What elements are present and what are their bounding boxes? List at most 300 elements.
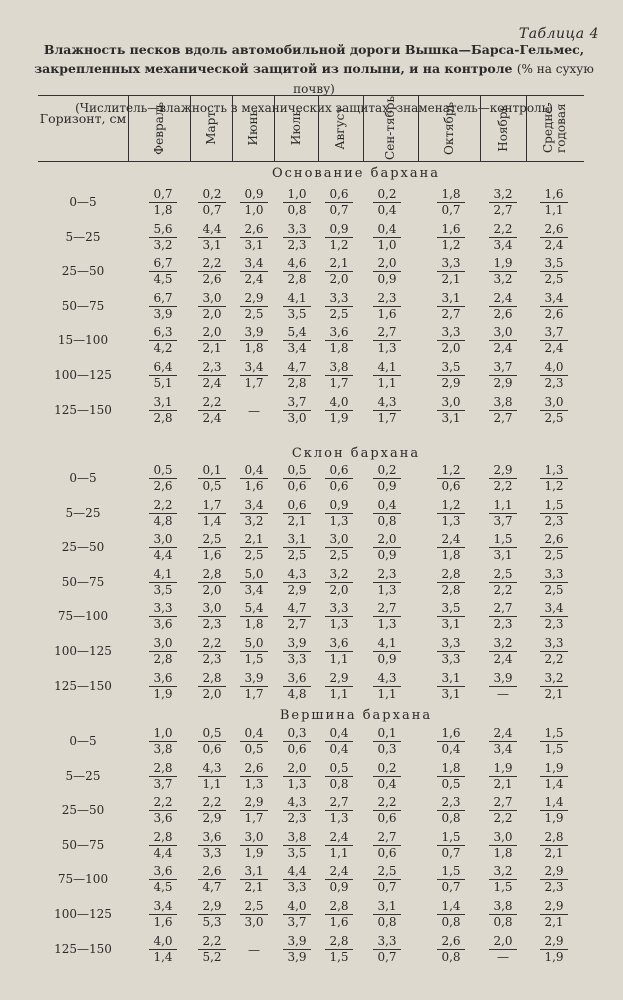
numerator-protected: 2,2 <box>198 257 226 272</box>
row-horizon-label: 100—125 <box>54 907 112 921</box>
fraction-cell-oct <box>437 326 465 355</box>
column-header-label: Сен-тябрь <box>383 96 397 160</box>
numerator-protected: 2,8 <box>198 672 226 687</box>
numerator-protected: 3,3 <box>325 292 353 307</box>
denominator-control: 0,4 <box>377 776 397 791</box>
fraction-cell-jul <box>283 464 311 493</box>
numerator-protected: 2,8 <box>325 935 353 950</box>
fraction-cell-sep <box>373 361 401 390</box>
fraction-cell-sep <box>373 568 401 597</box>
numerator-protected: 4,6 <box>283 257 311 272</box>
numerator-protected: 2,9 <box>540 900 568 915</box>
numerator-protected: 0,1 <box>373 727 401 742</box>
denominator-control: 3,9 <box>287 949 307 964</box>
denominator-control: 0,8 <box>493 915 513 929</box>
numerator-protected: 2,8 <box>437 568 465 583</box>
fraction-cell-feb <box>149 900 177 929</box>
numerator-protected: 2,0 <box>198 326 226 341</box>
caption-line-2 <box>30 59 598 99</box>
denominator-control: 2,2 <box>493 479 513 493</box>
numerator-protected: 3,0 <box>198 602 226 617</box>
numerator-protected: 3,2 <box>489 188 517 203</box>
numerator-protected: 2,9 <box>325 672 353 687</box>
denominator-control: 0,3 <box>377 742 397 756</box>
denominator-control: 0,6 <box>329 479 349 493</box>
fraction-cell-feb <box>149 637 177 666</box>
denominator-control: 1,8 <box>329 341 349 356</box>
fraction-cell-aug <box>325 727 353 756</box>
numerator-protected: 2,2 <box>198 796 226 811</box>
numerator-protected: 3,2 <box>489 637 517 652</box>
numerator-protected: 3,8 <box>283 831 311 846</box>
denominator-control: 1,7 <box>377 410 397 425</box>
denominator-control: 2,2 <box>544 652 564 666</box>
fraction-cell-oct <box>437 900 465 929</box>
numerator-protected: 0,2 <box>373 762 401 777</box>
fraction-cell-aug <box>325 188 353 217</box>
numerator-protected: 4,3 <box>373 396 401 411</box>
fraction-cell-jun <box>240 727 268 756</box>
denominator-control: 2,1 <box>493 776 513 791</box>
fraction-cell-avg <box>540 292 568 321</box>
denominator-control: 3,1 <box>441 686 461 701</box>
denominator-control: 1,2 <box>329 237 349 252</box>
numerator-protected: 0,7 <box>149 188 177 203</box>
fraction-cell-mar <box>198 464 226 493</box>
denominator-control: 2,7 <box>287 617 307 632</box>
numerator-protected: 1,4 <box>540 796 568 811</box>
fraction-cell-aug <box>325 326 353 355</box>
denominator-control: 4,2 <box>153 341 173 356</box>
fraction-cell-nov <box>489 223 517 252</box>
section-title: Вершина бархана <box>279 708 433 723</box>
row-horizon-label: 25—50 <box>61 264 105 279</box>
denominator-control: 3,3 <box>287 880 307 895</box>
numerator-protected: 3,1 <box>240 865 268 880</box>
numerator-protected: 1,5 <box>489 533 517 548</box>
denominator-control: 0,6 <box>377 811 397 826</box>
fraction-cell-aug <box>325 672 353 701</box>
denominator-control: 0,9 <box>377 272 397 287</box>
fraction-cell-nov <box>489 464 517 493</box>
numerator-protected: 1,6 <box>437 727 465 742</box>
numerator-protected: 3,5 <box>437 361 465 376</box>
fraction-cell-jul <box>283 672 311 701</box>
column-header-jun <box>232 95 274 161</box>
fraction-cell-jul <box>283 727 311 756</box>
numerator-protected: 2,1 <box>325 257 353 272</box>
numerator-protected: 3,0 <box>540 396 568 411</box>
fraction-cell-jul <box>283 396 311 425</box>
fraction-cell-feb <box>149 568 177 597</box>
numerator-protected: 0,9 <box>240 188 268 203</box>
denominator-control: 2,8 <box>287 272 307 287</box>
numerator-protected: 3,0 <box>489 831 517 846</box>
column-header-label: Июнь <box>245 110 260 146</box>
numerator-protected: 0,4 <box>373 223 401 238</box>
fraction-cell-jun <box>240 831 268 860</box>
denominator-control: 2,1 <box>441 272 461 287</box>
numerator-protected: 0,6 <box>283 499 311 514</box>
fraction-cell-jul <box>283 223 311 252</box>
fraction-cell-mar <box>198 499 226 528</box>
numerator-protected: 5,0 <box>240 568 268 583</box>
denominator-control: 2,5 <box>544 410 564 425</box>
denominator-control: 1,1 <box>329 845 349 860</box>
denominator-control: 2,5 <box>329 548 349 563</box>
fraction-cell-avg <box>540 900 568 929</box>
numerator-protected: 2,4 <box>489 727 517 742</box>
fraction-cell-avg <box>540 188 568 217</box>
fraction-cell-avg <box>540 831 568 860</box>
denominator-control: 1,5 <box>244 652 264 666</box>
numerator-protected: 3,6 <box>283 672 311 687</box>
numerator-protected: 3,1 <box>437 672 465 687</box>
header-bottom-rule <box>38 161 584 162</box>
numerator-protected: 2,6 <box>240 762 268 777</box>
denominator-control: 2,0 <box>202 306 222 321</box>
denominator-control: 3,5 <box>287 306 307 321</box>
denominator-control: 3,2 <box>244 513 264 528</box>
denominator-control: 1,3 <box>329 513 349 528</box>
table-number: Таблица 4 <box>518 26 599 42</box>
fraction-cell-jun <box>240 326 268 355</box>
fraction-cell-nov <box>489 900 517 929</box>
fraction-cell-aug <box>325 796 353 825</box>
fraction-cell-jun <box>240 637 268 666</box>
denominator-control: 1,3 <box>329 617 349 632</box>
numerator-protected: 2,2 <box>489 223 517 238</box>
row-horizon-label: 125—150 <box>54 402 112 417</box>
caption-line-1: Влажность песков вдоль автомобильной дороги Вышка—Барса-Гельмес, <box>43 42 585 57</box>
numerator-protected: 4,3 <box>283 568 311 583</box>
denominator-control: 2,1 <box>544 686 564 701</box>
denominator-control: 1,3 <box>377 617 397 632</box>
denominator-control: 4,5 <box>153 272 173 287</box>
fraction-cell-mar <box>198 326 226 355</box>
fraction-cell-mar <box>198 568 226 597</box>
denominator-control: 0,7 <box>377 880 397 895</box>
fraction-cell-avg <box>540 361 568 390</box>
numerator-protected: 3,6 <box>325 637 353 652</box>
denominator-control: 1,8 <box>153 203 173 217</box>
fraction-cell-nov <box>489 326 517 355</box>
denominator-control: 0,9 <box>329 880 349 895</box>
fraction-cell-aug <box>325 865 353 894</box>
numerator-protected: 0,4 <box>240 727 268 742</box>
denominator-control: 2,1 <box>244 880 264 895</box>
denominator-control: 2,5 <box>544 272 564 287</box>
denominator-control: 3,1 <box>202 237 222 252</box>
denominator-control: 2,1 <box>202 341 222 356</box>
row-horizon-label: 50—75 <box>61 837 105 852</box>
row-horizon-label: 0—5 <box>69 471 97 485</box>
denominator-control: 1,6 <box>244 479 264 493</box>
fraction-cell-nov <box>489 568 517 597</box>
row-horizon-label: 50—75 <box>61 574 105 589</box>
denominator-control: 1,4 <box>153 949 173 964</box>
denominator-control: 0,8 <box>329 776 349 791</box>
denominator-control: 2,4 <box>493 652 513 666</box>
fraction-cell-mar <box>198 762 226 791</box>
numerator-protected: 3,3 <box>437 257 465 272</box>
denominator-control: 2,3 <box>493 617 513 632</box>
fraction-cell-oct <box>437 396 465 425</box>
numerator-protected: 2,7 <box>325 796 353 811</box>
numerator-protected: 1,8 <box>437 762 465 777</box>
fraction-cell-oct <box>437 796 465 825</box>
numerator-protected: 4,3 <box>198 762 226 777</box>
denominator-control: 2,0 <box>329 272 349 287</box>
denominator-control: 2,0 <box>202 686 222 701</box>
fraction-cell-feb <box>149 223 177 252</box>
denominator-control: 2,1 <box>544 915 564 929</box>
fraction-cell-avg <box>540 257 568 286</box>
numerator-protected: 4,3 <box>283 796 311 811</box>
fraction-cell-nov <box>489 499 517 528</box>
column-header-label: Июль <box>288 110 303 146</box>
denominator-control: 1,9 <box>544 949 564 964</box>
numerator-protected: 6,3 <box>149 326 177 341</box>
fraction-cell-aug <box>325 396 353 425</box>
numerator-protected: 0,6 <box>325 188 353 203</box>
row-horizon-label: 75—100 <box>57 609 109 624</box>
numerator-protected: 2,0 <box>373 533 401 548</box>
numerator-protected: 1,2 <box>437 499 465 514</box>
numerator-protected: 2,3 <box>437 796 465 811</box>
column-header-label: Ноябрь <box>495 104 510 152</box>
fraction-cell-jun <box>240 672 268 701</box>
denominator-control: 3,2 <box>153 237 173 252</box>
denominator-control: 2,4 <box>544 341 564 356</box>
denominator-control: 1,5 <box>329 949 349 964</box>
numerator-protected: 4,4 <box>283 865 311 880</box>
denominator-control: 3,5 <box>153 582 173 597</box>
fraction-cell-aug <box>325 257 353 286</box>
denominator-control: 2,9 <box>493 376 513 390</box>
denominator-control: 0,7 <box>329 203 349 217</box>
numerator-protected: 3,6 <box>325 326 353 341</box>
numerator-protected: 3,3 <box>373 935 401 950</box>
denominator-control: 2,0 <box>441 341 461 356</box>
numerator-protected: 4,7 <box>283 361 311 376</box>
numerator-protected: 1,9 <box>489 257 517 272</box>
denominator-control: 3,4 <box>493 742 513 756</box>
fraction-cell-jul <box>283 900 311 929</box>
denominator-control: 2,5 <box>244 548 264 563</box>
denominator-control: 1,1 <box>377 686 397 701</box>
numerator-protected: 1,0 <box>149 727 177 742</box>
fraction-cell-aug <box>325 223 353 252</box>
denominator-control: 1,0 <box>244 203 264 217</box>
fraction-cell-jun <box>240 900 268 929</box>
denominator-control: 3,1 <box>441 617 461 632</box>
fraction-cell-mar <box>198 935 226 964</box>
denominator-control: 0,8 <box>287 203 307 217</box>
fraction-cell-aug <box>325 292 353 321</box>
numerator-protected: 2,8 <box>149 762 177 777</box>
row-horizon-label: 125—150 <box>54 941 112 956</box>
denominator-control: 2,9 <box>441 376 461 390</box>
fraction-cell-sep <box>373 326 401 355</box>
numerator-protected: 2,2 <box>198 396 226 411</box>
numerator-protected: 3,9 <box>240 326 268 341</box>
fraction-cell-sep <box>373 762 401 791</box>
fraction-cell-jul <box>283 831 311 860</box>
numerator-protected: 4,0 <box>149 935 177 950</box>
denominator-control: 1,3 <box>244 776 264 791</box>
numerator-protected: 1,0 <box>283 188 311 203</box>
numerator-protected: 3,1 <box>283 533 311 548</box>
fraction-cell-jul <box>283 533 311 562</box>
denominator-control: 2,3 <box>544 880 564 895</box>
fraction-cell-oct <box>437 865 465 894</box>
numerator-protected: 2,9 <box>540 935 568 950</box>
fraction-cell-oct <box>437 499 465 528</box>
denominator-control: 2,8 <box>153 652 173 666</box>
denominator-control: 1,1 <box>377 376 397 390</box>
numerator-protected: 3,4 <box>240 499 268 514</box>
numerator-protected: 3,7 <box>540 326 568 341</box>
row-horizon-label: 100—125 <box>54 644 112 658</box>
denominator-control: 3,7 <box>287 915 307 929</box>
fraction-cell-feb <box>149 499 177 528</box>
numerator-protected: 1,5 <box>437 831 465 846</box>
denominator-control: 1,1 <box>329 686 349 701</box>
numerator-protected: 5,4 <box>240 602 268 617</box>
numerator-protected: 1,8 <box>437 188 465 203</box>
fraction-cell-aug <box>325 831 353 860</box>
fraction-cell-mar <box>198 396 226 425</box>
numerator-protected: 0,4 <box>240 464 268 479</box>
fraction-cell-jun <box>240 499 268 528</box>
fraction-cell-jul <box>283 762 311 791</box>
numerator-protected: 3,0 <box>149 637 177 652</box>
denominator-control: 2,7 <box>493 203 513 217</box>
numerator-protected: 2,4 <box>325 831 353 846</box>
numerator-protected: 3,0 <box>489 326 517 341</box>
denominator-control: 1,3 <box>287 776 307 791</box>
row-horizon-label: 50—75 <box>61 298 105 313</box>
column-header-avg <box>526 95 584 161</box>
denominator-control: 1,7 <box>244 686 264 701</box>
denominator-control: 2,4 <box>493 341 513 356</box>
denominator-control: 1,6 <box>153 915 173 929</box>
fraction-cell-sep <box>373 637 401 666</box>
row-horizon-label: 100—125 <box>54 368 112 382</box>
numerator-protected: 2,6 <box>240 223 268 238</box>
fraction-cell-mar <box>198 533 226 562</box>
fraction-cell-jun <box>240 361 268 390</box>
denominator-control: 4,7 <box>202 880 222 895</box>
numerator-protected: 3,9 <box>240 672 268 687</box>
fraction-cell-jul <box>283 292 311 321</box>
fraction-cell-nov <box>489 727 517 756</box>
denominator-control: 2,5 <box>244 306 264 321</box>
fraction-cell-sep <box>373 188 401 217</box>
denominator-control: 2,4 <box>202 376 222 390</box>
numerator-protected: 2,8 <box>325 900 353 915</box>
numerator-protected: 0,5 <box>198 727 226 742</box>
denominator-control: 2,5 <box>544 548 564 563</box>
row-horizon-label: 25—50 <box>61 803 105 818</box>
denominator-control: 1,2 <box>544 479 564 493</box>
fraction-cell-nov <box>489 533 517 562</box>
numerator-protected: 3,8 <box>489 396 517 411</box>
denominator-control: 5,2 <box>202 949 222 964</box>
numerator-protected: 4,1 <box>149 568 177 583</box>
denominator-control: 0,7 <box>441 203 461 217</box>
numerator-protected: 2,4 <box>489 292 517 307</box>
denominator-control: 1,1 <box>202 776 222 791</box>
numerator-protected: 1,1 <box>489 499 517 514</box>
fraction-cell-feb <box>149 831 177 860</box>
denominator-control: 0,4 <box>377 203 397 217</box>
denominator-control: 2,6 <box>202 272 222 287</box>
numerator-protected: 3,4 <box>540 292 568 307</box>
fraction-cell-mar <box>198 865 226 894</box>
numerator-protected: 1,4 <box>437 900 465 915</box>
denominator-control: 1,1 <box>329 652 349 666</box>
caption-line-3: (Числитель—влажность в механических защитах, знаменатель—контроль) <box>75 101 553 115</box>
row-horizon-label: 5—25 <box>65 229 101 244</box>
denominator-control: 2,3 <box>202 652 222 666</box>
denominator-control: 0,5 <box>441 776 461 791</box>
denominator-control: 2,3 <box>202 617 222 632</box>
denominator-control: 2,4 <box>544 237 564 252</box>
fraction-cell-oct <box>437 361 465 390</box>
numerator-protected: 2,2 <box>198 935 226 950</box>
fraction-cell-avg <box>540 602 568 631</box>
denominator-control: 1,3 <box>441 513 461 528</box>
denominator-control: 3,6 <box>153 617 173 632</box>
fraction-cell-aug <box>325 900 353 929</box>
horizon-column-header: Горизонт, см <box>39 111 127 126</box>
fraction-cell-jul <box>283 361 311 390</box>
denominator-control: 2,3 <box>544 376 564 390</box>
numerator-protected: 0,5 <box>149 464 177 479</box>
denominator-control: 1,5 <box>493 880 513 895</box>
numerator-protected: 3,7 <box>283 396 311 411</box>
fraction-cell-sep <box>373 533 401 562</box>
fraction-cell-avg <box>540 464 568 493</box>
numerator-protected: 3,2 <box>540 672 568 687</box>
numerator-protected: 2,6 <box>540 223 568 238</box>
fraction-cell-jun <box>240 188 268 217</box>
denominator-control: 2,9 <box>202 811 222 826</box>
numerator-protected: 2,7 <box>489 602 517 617</box>
numerator-protected: 1,9 <box>540 762 568 777</box>
numerator-protected: 2,0 <box>489 935 517 950</box>
denominator-control: 3,2 <box>493 272 513 287</box>
fraction-cell-jul <box>283 865 311 894</box>
denominator-control: 1,0 <box>377 237 397 252</box>
fraction-cell-sep <box>373 900 401 929</box>
fraction-cell-feb <box>149 188 177 217</box>
fraction-cell-feb <box>149 727 177 756</box>
fraction-cell-jul <box>283 568 311 597</box>
denominator-control: 0,8 <box>377 513 397 528</box>
denominator-control: 3,7 <box>153 776 173 791</box>
denominator-control: 1,6 <box>329 915 349 929</box>
numerator-protected: 4,0 <box>540 361 568 376</box>
denominator-control: 3,3 <box>202 845 222 860</box>
fraction-cell-mar <box>198 796 226 825</box>
fraction-cell-avg <box>540 865 568 894</box>
fraction-cell-avg <box>540 935 568 964</box>
fraction-cell-avg <box>540 533 568 562</box>
numerator-protected: 4,1 <box>283 292 311 307</box>
